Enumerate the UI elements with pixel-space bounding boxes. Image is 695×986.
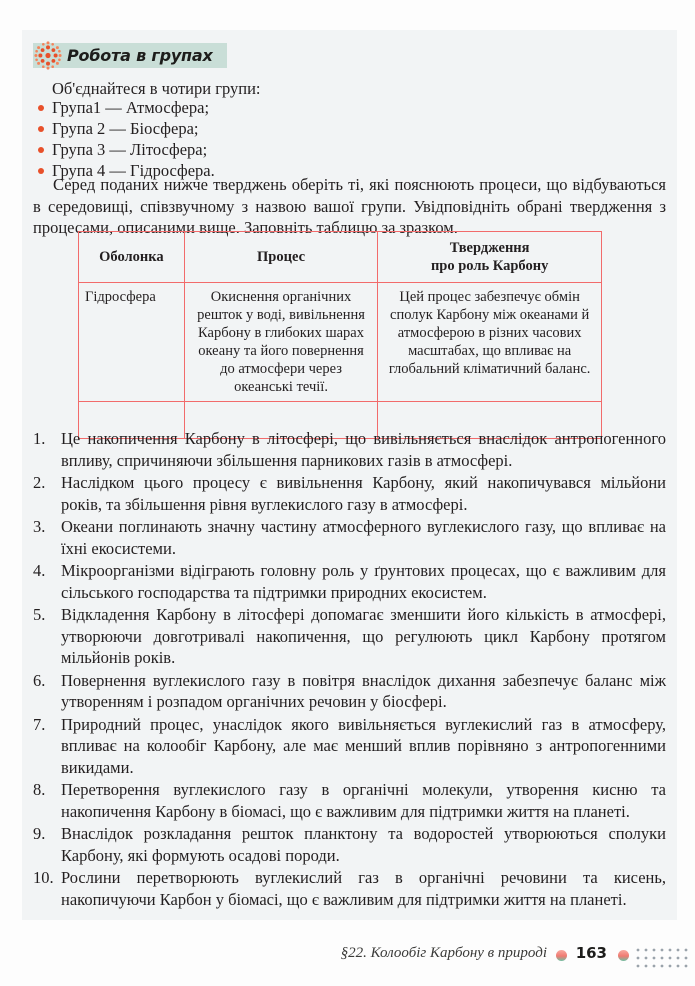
statements-list (33, 428, 666, 911)
section-header-band (33, 43, 227, 68)
table-row (79, 283, 602, 402)
intro-line: Об'єднайтеся в чотири групи: (52, 79, 261, 98)
group-label: Група 4 — Гідросфера. (52, 161, 215, 180)
group-label: Група1 — Атмосфера; (52, 98, 210, 117)
list-item (33, 670, 666, 713)
footer-section-title: §22. Колообіг Карбону в природі (340, 945, 547, 961)
page-footer (0, 940, 695, 976)
statement-number: 9. (33, 824, 46, 843)
bullet-dot-icon (38, 105, 44, 111)
list-item (33, 516, 666, 559)
bullet-dot-icon (38, 126, 44, 132)
statement-number: 1. (33, 429, 46, 448)
groups-list (38, 97, 438, 181)
cell-statement: Цей процес забезпечує обмін сполук Карбону між океанами й атмосферою в різних часових масштабах, що впливає на глобальний кліматичний баланс. (378, 283, 602, 402)
section-header (33, 43, 227, 68)
list-item (33, 779, 666, 822)
table-header (79, 232, 602, 283)
list-item (38, 118, 438, 139)
list-item (33, 604, 666, 669)
statement-text: Повернення вуглекислого газу в повітря внаслідок дихання забезпечує баланс між утворенням і розпадом органічних речовин у біосфері. (61, 670, 666, 711)
statement-text: Наслідком цього процесу є вивільнення Карбону, який накопичувався мільйони років, та збільшення рівня вуглекислого газу в атмосфері. (61, 473, 666, 514)
cell-shell: Гідросфера (79, 283, 185, 402)
group-dots-icon (33, 41, 63, 70)
instruction-paragraph: Серед поданих нижче тверджень оберіть ті, які пояснюють процеси, що відбуваються в середовищі, співзвучному з назвою вашої групи. Увідповідніть обрані твердження з процесами, описаними вище. Заповніть таблицю за зразком. (33, 175, 666, 237)
list-item (38, 97, 438, 118)
statement-text: Мікроорганізми відіграють головну роль у ґрунтових процесах, що є важливим для сільського господарства та підтримки природних екосистем. (61, 561, 666, 602)
statement-text: Перетворення вуглекислого газу в органічні молекули, утворення кисню та накопичення Карбону в біомасі, що є важливим для підтримки життя на планеті. (61, 780, 666, 821)
bullet-dot-icon (38, 147, 44, 153)
column-header-statement-line1: Твердження (449, 240, 530, 256)
statement-number: 5. (33, 605, 46, 624)
group-label: Група 3 — Літосфера; (52, 140, 208, 159)
list-item (33, 472, 666, 515)
column-header-statement (378, 232, 602, 283)
statement-number: 2. (33, 473, 46, 492)
statement-number: 8. (33, 780, 46, 799)
cell-process: Окиснення органічних решток у воді, вивільнення Карбону в глибоких шарах океану та його повернення до атмосфери через океанські течії. (184, 283, 378, 402)
statement-text: Рослини перетворюють вуглекислий газ в органічні речовини та кисень, накопичуючи Карбон у біомасі, що є важливим для підтримки життя на планеті. (61, 868, 666, 909)
list-item (38, 139, 438, 160)
section-title: Робота в групах (67, 46, 213, 65)
statement-number: 7. (33, 714, 46, 734)
statement-number: 10. (33, 868, 54, 887)
statement-text: Океани поглинають значну частину атмосферного вуглекислого газу, що впливає на їхні екосистеми. (61, 517, 666, 558)
statement-number: 4. (33, 561, 46, 580)
list-item (33, 428, 666, 471)
list-item (33, 714, 666, 779)
statement-number: 6. (33, 670, 46, 690)
gradient-circle-icon (556, 950, 567, 961)
table-header-row (79, 232, 602, 283)
sample-table (78, 231, 602, 439)
gradient-circle-icon (618, 950, 629, 961)
page-number: 163 (575, 944, 607, 962)
statement-text: Відкладення Карбону в літосфері допомагає зменшити його кількість в атмосфері, утворюючи довготривалі накопичення, що регулюють цикл Карбону протягом мільйонів років. (61, 605, 666, 667)
group-label: Група 2 — Біосфера; (52, 119, 199, 138)
list-item (33, 823, 666, 866)
table-body (79, 283, 602, 439)
statement-text: Природний процес, унаслідок якого вивільняється вуглекислий газ в атмосферу, впливає на колообіг Карбону, але має менший вплив порівняно з антропогенними викидами. (61, 714, 666, 777)
statement-text: Внаслідок розкладання решток планктону та водоростей утворюються сполуки Карбону, які формують осадові породи. (61, 824, 666, 865)
list-item (33, 560, 666, 603)
statement-number: 3. (33, 517, 46, 536)
statement-text: Це накопичення Карбону в літосфері, що вивільняється внаслідок антропогенного впливу, спричиняючи збільшення парникових газів в атмосфері. (61, 429, 666, 470)
list-item (33, 867, 666, 910)
column-header-statement-line2: про роль Карбону (430, 258, 549, 274)
dot-grid-icon (635, 947, 693, 969)
column-header-shell: Оболонка (79, 232, 185, 283)
column-header-process: Процес (184, 232, 378, 283)
